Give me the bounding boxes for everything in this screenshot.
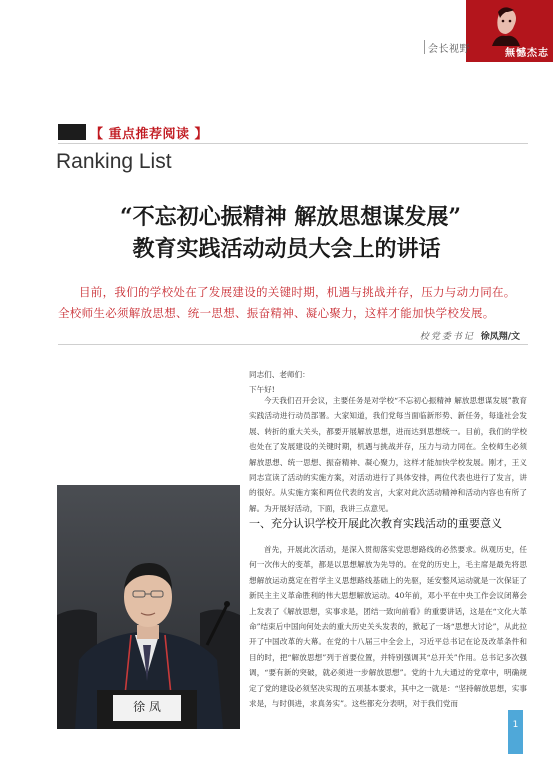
section-heading-1: 一、充分认识学校开展此次教育实践活动的重要意义 xyxy=(249,517,502,530)
body-paragraph-2: 首先，开展此次活动，是深入贯彻落实党思想路线的必然要求。纵观历史，任何一次伟大的变革，都是以思想解放为先导的。在党的历史上，毛主席是最先将思想解放运动奠定在哲学主义思想路线基础上的先驱，延安整风运动就是一次保证了新民主主义革命胜利的伟大思想解放运动。40年前，邓小平在中央工作会议闭幕会上发表了《解放思想，实事求是，团结一致向前看》的重要讲话，这是在“文化大革命”结束后中国向何处去的重大历史关头发表的，掀起了一场“思想大讨论”，从此拉开了中国改革的大幕。在党的十八届三中全会上，习近平总书记在论及改革条件和目的时，把“解放思想”列于首要位置，并特别强调其“总开关”作用。总书记多次强调，“要有新的突破，就必须进一步解放思想”。党的十九大通过的党章中，明确规定了党的建设必须坚决实现的五项基本要求，其中之一就是：“坚持解放思想，实事求是，与时俱进，求真务实”。这些都充分表明，对于我们党而 xyxy=(249,545,527,709)
logo-text: 無憾杰志 xyxy=(505,48,549,59)
author-divider xyxy=(58,344,528,345)
greeting-line1: 同志们、老师们： xyxy=(249,370,310,379)
portrait-logo-icon xyxy=(486,6,524,46)
author-line xyxy=(420,329,520,342)
recommended-tag xyxy=(58,122,208,142)
page-number-tab xyxy=(508,710,523,754)
speaker-photo-illustration xyxy=(57,485,240,729)
body-paragraph-1: 今天我们召开会议，主要任务是对学校“不忘初心振精神 解放思想谋发展”教育实践活动进行动员部署。大家知道，我们党每当面临新形势、新任务，每逢社会发展、转折的重大关头，都要开展解放思想，进而达到思想统一。目前，我们的学校也处在了发展建设的关键时期，机遇与挑战并存，压力与动力同在。全校师生必须解放思想、统一思想、振奋精神、凝心聚力，这样才能加快学校发展。刚才，王义同志宣读了活动的实施方案，对活动进行了具体安排，两位代表也进行了发言，讲的很好。从实施方案和两位代表的发言，大家对此次活动精神和活动内容也有所了解。为开展好活动，下面，我讲三点意见。 xyxy=(249,396,527,513)
page-number: 1 xyxy=(512,720,519,730)
article-title-line2: 教育实践活动动员大会上的讲话 xyxy=(132,236,441,262)
ranking-list-label: Ranking List xyxy=(56,150,172,173)
tag-block xyxy=(58,124,86,140)
article-title-line1: “不忘初心振精神 解放思想谋发展” xyxy=(120,204,461,230)
nameplate-text: 徐 凤 xyxy=(133,700,161,714)
tag-label: 【 重点推荐阅读 】 xyxy=(90,126,209,142)
lead-paragraph: 目前，我们的学校处在了发展建设的关键时期，机遇与挑战并存，压力与动力同在。全校师生必须解放思想、统一思想、振奋精神、凝心聚力，这样才能加快学校发展。 xyxy=(58,285,516,320)
author-name: 徐凤翔/文 xyxy=(480,332,520,342)
greeting-line2: 下午好! xyxy=(249,385,275,395)
author-role: 校党委书记 xyxy=(419,332,475,342)
magazine-logo xyxy=(466,0,553,62)
speaker-photo xyxy=(57,485,240,729)
tag-divider xyxy=(58,143,528,144)
header-divider xyxy=(424,40,425,54)
section-name: 会长视野 xyxy=(428,44,470,55)
